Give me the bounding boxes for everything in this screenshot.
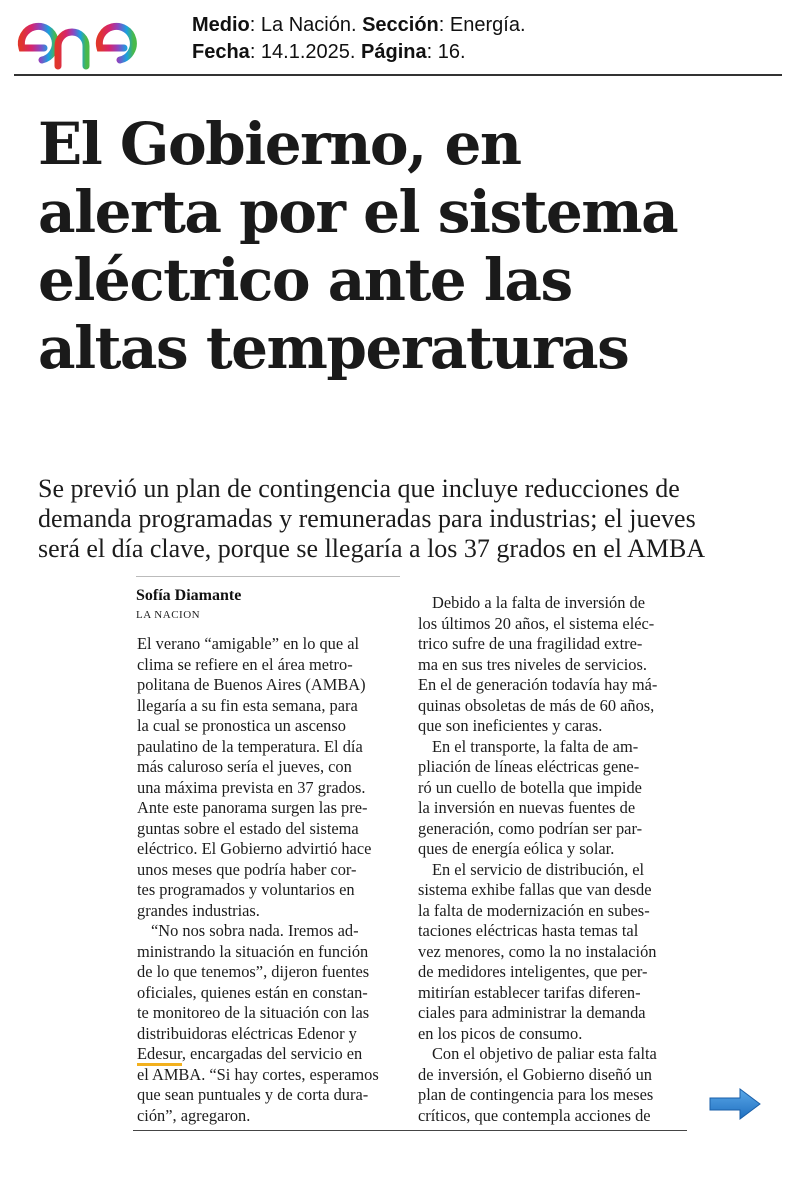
enel-logo	[14, 8, 174, 72]
body-line: taciones eléctricas hasta temas tal	[418, 921, 639, 940]
author-name: Sofía Diamante	[136, 587, 242, 604]
arrow-right-icon[interactable]	[708, 1086, 762, 1122]
body-line: críticos, que contempla acciones de	[418, 1105, 651, 1125]
body-line: los últimos 20 años, el sistema eléc-	[418, 613, 655, 633]
seccion-label: Sección	[362, 14, 439, 36]
body-column-2	[418, 593, 682, 1126]
headline-line: altas temperaturas	[38, 314, 629, 382]
body-line: de lo que tenemos”, dijeron fuentes	[137, 962, 370, 981]
body-line: tes programados y voluntarios en	[137, 880, 355, 899]
body-column-1	[137, 634, 399, 1126]
article-bottom-divider	[133, 1130, 687, 1131]
edesur-highlight: Edesur	[137, 1044, 182, 1066]
body-line: la inversión en nuevas fuentes de	[418, 798, 636, 817]
body-line: oficiales, quienes están en constan-	[137, 982, 368, 1002]
headline-line: El Gobierno, en	[38, 110, 521, 178]
body-line: quinas obsoletas de más de 60 años,	[418, 695, 655, 715]
body-line: más caluroso sería el jueves, con	[137, 757, 352, 776]
body-line: ción”, agregaron.	[137, 1105, 251, 1125]
body-line: unos meses que podría haber cor-	[137, 859, 357, 879]
body-line: Con el objetivo de paliar esta falta	[432, 1044, 657, 1063]
header-divider	[14, 74, 782, 76]
fecha-label: Fecha	[192, 41, 250, 63]
body-line: generación, como podrían ser par-	[418, 818, 643, 838]
article-subhead	[38, 474, 778, 564]
body-line: eléctrico. El Gobierno advirtió hace	[137, 839, 372, 858]
body-line: distribuidoras eléctricas Edenor y	[137, 1023, 357, 1043]
body-line: el AMBA. “Si hay cortes, esperamos	[137, 1064, 379, 1084]
headline-line: alerta por el sistema	[38, 178, 678, 246]
pagina-value: : 16.	[426, 41, 466, 63]
body-line: grandes industrias.	[137, 900, 260, 920]
body-line: ró un cuello de botella que impide	[418, 777, 642, 797]
body-line: sistema exhibe fallas que van desde	[418, 880, 652, 899]
body-line: de medidores inteligentes, que per-	[418, 962, 648, 981]
body-line: llegaría a su fin esta semana, para	[137, 695, 358, 715]
body-line: mitirían establecer tarifas diferen-	[418, 982, 641, 1002]
seccion-value: : Energía.	[438, 14, 526, 36]
body-line: plan de contingencia para los meses	[418, 1085, 654, 1104]
body-line: En el transporte, la falta de am-	[432, 736, 639, 756]
meta-line-1	[192, 12, 526, 39]
body-line: ministrando la situación en función	[137, 941, 369, 961]
body-line: la cual se pronostica un ascenso	[137, 716, 346, 735]
body-line: El verano “amigable” en lo que al	[137, 634, 360, 653]
article-headline	[38, 110, 778, 382]
body-line: te monitoreo de la situación con las	[137, 1003, 370, 1022]
body-line: Ante este panorama surgen las pre-	[137, 798, 368, 817]
subhead-line: será el día clave, porque se llegaría a los 37 grados en el AMBA	[38, 534, 706, 563]
body-line: que sean puntuales y de corta dura-	[137, 1085, 369, 1104]
body-line: ciales para administrar la demanda	[418, 1003, 646, 1022]
body-line: Debido a la falta de inversión de	[432, 593, 645, 612]
body-line: ques de energía eólica y solar.	[418, 839, 615, 858]
body-line: En el de generación todavía hay má-	[418, 675, 658, 694]
body-line: “No nos sobra nada. Iremos ad-	[151, 921, 359, 940]
body-line: ma en sus tres niveles de servicios.	[418, 654, 647, 674]
body-line: politana de Buenos Aires (AMBA)	[137, 675, 366, 694]
headline-line: eléctrico ante las	[38, 246, 572, 314]
outlet-name: LA NACION	[136, 609, 201, 621]
body-line: trico sufre de una fragilidad extre-	[418, 634, 643, 653]
body-line: la falta de modernización en subes-	[418, 900, 650, 920]
body-line: una máxima prevista en 37 grados.	[137, 777, 366, 797]
medio-value: : La Nación.	[249, 14, 363, 36]
clipping-meta	[192, 12, 526, 66]
medio-label: Medio	[192, 14, 250, 36]
body-line-edesur	[137, 1044, 399, 1065]
body-line: en los picos de consumo.	[418, 1023, 583, 1043]
body-line: clima se refiere en el área metro-	[137, 654, 353, 674]
body-line: de inversión, el Gobierno diseñó un	[418, 1064, 652, 1084]
body-line: paulatino de la temperatura. El día	[137, 736, 363, 756]
body-line: que son ineficientes y caras.	[418, 716, 603, 735]
body-line: guntas sobre el estado del sistema	[137, 818, 359, 838]
body-line: pliación de líneas eléctricas gene-	[418, 757, 640, 776]
subhead-line: demanda programadas y remuneradas para industrias; el jueves	[38, 504, 696, 533]
clipping-header	[0, 0, 800, 80]
byline-divider	[136, 576, 400, 577]
edesur-rest: , encargadas del servicio en	[181, 1044, 363, 1063]
fecha-value: : 14.1.2025.	[249, 41, 362, 63]
body-line: En el servicio de distribución, el	[432, 859, 645, 879]
body-line: vez menores, como la no instalación	[418, 941, 657, 961]
pagina-label: Página	[361, 41, 427, 63]
meta-line-2	[192, 39, 526, 66]
subhead-line: Se previó un plan de contingencia que incluye reducciones de	[38, 474, 680, 503]
